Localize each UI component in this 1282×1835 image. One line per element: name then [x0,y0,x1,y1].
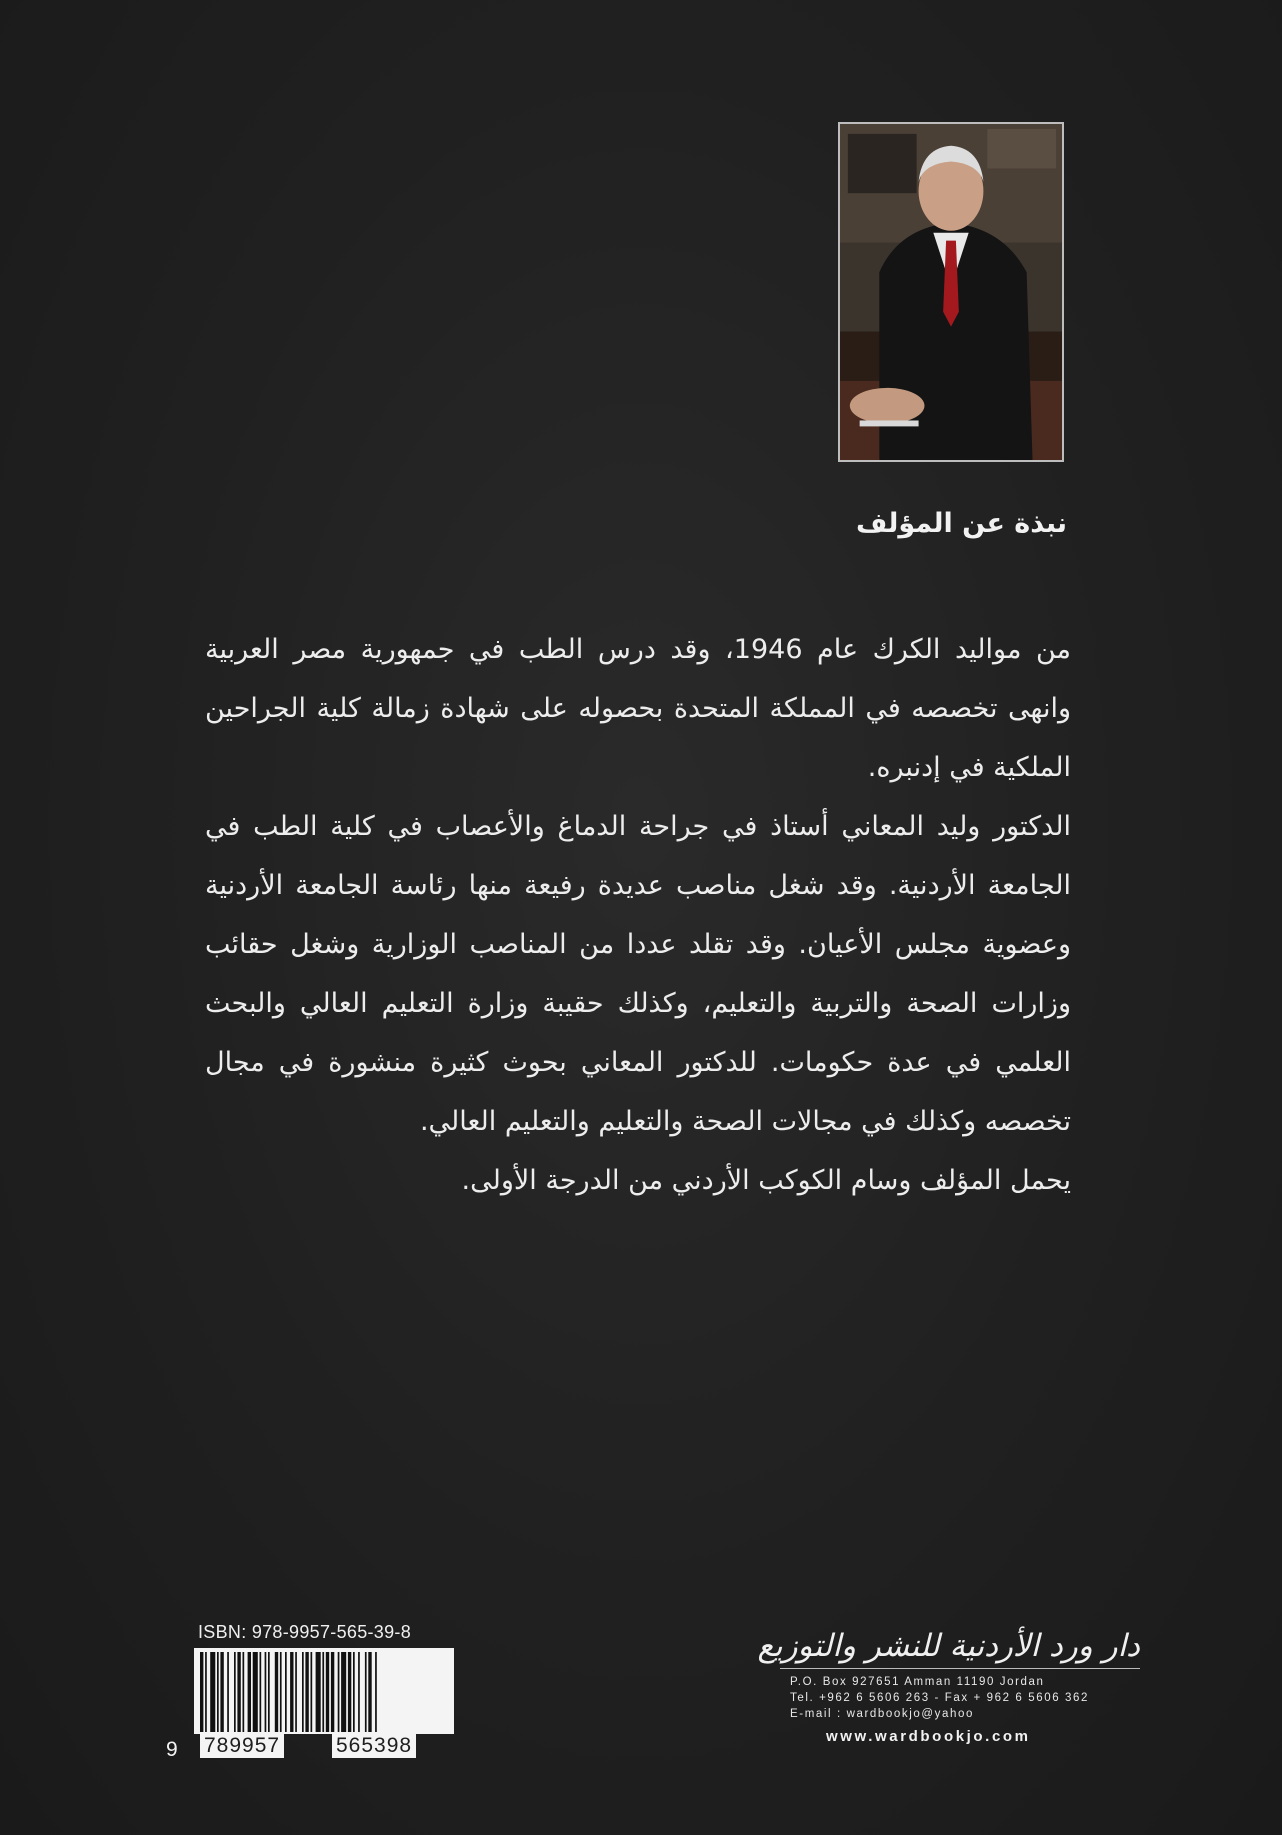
publisher-address: P.O. Box 927651 Amman 11190 Jordan [790,1676,1045,1688]
isbn-label: ISBN: 978-9957-565-39-8 [198,1622,412,1642]
publisher-website[interactable]: www.wardbookjo.com [826,1728,1031,1745]
publisher-email: E-mail : wardbookjo@yahoo [790,1708,974,1720]
bio-paragraph: الدكتور وليد المعاني أستاذ في جراحة الدماغ والأعصاب في كلية الطب في الجامعة الأردنية. وقد شغل مناصب عديدة رفيعة منها رئاسة الجامعة الأردنية وعضوية مجلس الأعيان. وقد تقلد عددا من المناصب الوزارية وشغل حقائب وزارات الصحة والتربية والتعليم، وكذلك حقيبة وزارة التعليم العالي والبحث العلمي في عدة حكومات. للدكتور المعاني بحوث كثيرة منشورة في مجال تخصصه وكذلك في مجالات الصحة والتعليم والتعليم العالي. [205,811,1071,1137]
publisher-phone: Tel. +962 6 5606 263 - Fax + 962 6 5606 362 [790,1692,1089,1704]
bio-paragraph: يحمل المؤلف وسام الكوكب الأردني من الدرجة الأولى. [461,1165,1071,1196]
author-photo [838,122,1064,462]
barcode-digits [166,1734,456,1768]
barcode [194,1648,454,1734]
bio-paragraph: من مواليد الكرك عام 1946، وقد درس الطب في جمهورية مصر العربية وانهى تخصصه في المملكة المتحدة بحصوله على شهادة زمالة كلية الجراحين الملكية في إدنبره. [205,634,1072,783]
barcode-digits-right: 565398 [332,1734,416,1758]
barcode-digit-lead: 9 [166,1738,178,1761]
barcode-digits-left: 789957 [200,1734,284,1758]
author-bio [205,620,1071,1210]
author-bio-heading: نبذة عن المؤلف [856,508,1067,539]
publisher-logo-text: دار ورد الأردنية للنشر والتوزيع [780,1628,1140,1669]
